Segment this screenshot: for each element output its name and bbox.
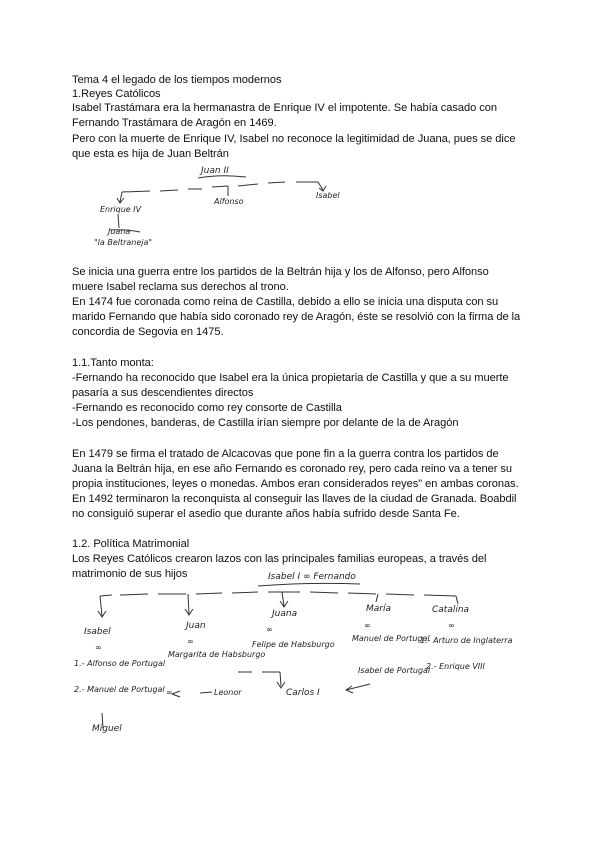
paragraph-line: En 1479 se firma el tratado de Alcacovas que pone fin a la guerra contra los partidos de	[72, 448, 499, 460]
underline-stroke	[258, 583, 360, 586]
sketch1-juana: Juana	[108, 227, 131, 236]
dash-stroke	[232, 592, 258, 593]
section-1-2-heading: 1.2. Política Matrimonial	[72, 538, 190, 550]
dash-stroke	[424, 595, 456, 596]
sketch2-isabel-fernando: Isabel I ∞ Fernando	[268, 572, 356, 582]
sketch2-arturo: 1.- Arturo de Inglaterra	[420, 636, 513, 645]
sketch2-juana: Juana	[272, 609, 298, 619]
branch-stroke	[100, 596, 102, 616]
list-item: -Los pendones, banderas, de Castilla irían siempre por delante de la de Aragón	[72, 417, 459, 429]
marriage-symbol: ∞	[364, 621, 371, 630]
sketch1-alfonso: Alfonso	[214, 197, 244, 206]
paragraph-line: Pero con la muerte de Enrique IV, Isabel no reconoce la legitimidad de Juana, pues se dice	[72, 133, 516, 145]
sketch2-felipe: Felipe de Habsburgo	[252, 640, 335, 649]
sketch2-enrique-viii: 2.- Enrique VIII	[426, 662, 485, 671]
dash-stroke	[200, 692, 212, 693]
list-item: -Fernando ha reconocido que Isabel era la única propietaria de Castilla y que a su muerte	[72, 372, 509, 384]
list-item: -Fernando es reconocido como rey consorte de Castilla	[72, 402, 342, 414]
sketch2-alfonso-portugal: 1.- Alfonso de Portugal	[74, 659, 166, 668]
sketch2-leonor: Leonor	[214, 688, 242, 697]
paragraph-line: marido Fernando que había sido coronado rey de Aragón, éste se resolvió con la firma de la	[72, 311, 521, 323]
sketch1-isabel: Isabel	[316, 191, 340, 200]
marriage-symbol: ∞	[187, 637, 194, 646]
branch-stroke	[188, 594, 189, 614]
dash-stroke	[348, 593, 376, 594]
branch-stroke	[280, 672, 281, 686]
sketch1-enrique-iv: Enrique IV	[100, 205, 142, 214]
branch-stroke	[376, 594, 378, 602]
dash-stroke	[100, 595, 112, 596]
dash-stroke	[120, 594, 148, 595]
branch-stroke	[456, 596, 458, 604]
section-1-heading: 1.Reyes Católicos	[72, 88, 161, 100]
paragraph-line: En 1492 terminaron la reconquista al conseguir las llaves de la ciudad de Granada. Boabdil	[72, 493, 517, 505]
paragraph-line: muere Isabel reclama sus derechos al trono.	[72, 281, 289, 293]
sketch2-isabel: Isabel	[84, 627, 111, 637]
marriage-symbol: ∞	[266, 625, 273, 634]
sketch2-juan: Juan	[186, 621, 206, 631]
marriage-symbol: ∞	[95, 643, 102, 652]
sketch2-isabel-portugal: Isabel de Portugal	[358, 666, 431, 675]
paragraph-line: Los Reyes Católicos crearon lazos con las principales familias europeas, a través del	[72, 553, 487, 565]
paragraph-line: no consiguió superar el asedio que durante años había sufrido desde Santa Fe.	[72, 508, 460, 520]
sketch2-manuel-portugal: 2.- Manuel de Portugal	[74, 685, 165, 694]
marriage-symbol: ∞	[448, 621, 455, 630]
paragraph-line: concordia de Segovia en 1475.	[72, 326, 224, 338]
dash-stroke	[310, 592, 338, 593]
sketch2-maria: María	[366, 604, 391, 614]
paragraph-line: propia instituciones, leyes o monedas. Ambos eran considerados reyes" en ambas coronas.	[72, 478, 519, 490]
sketch2-margarita: Margarita de Habsburgo	[168, 650, 266, 659]
paragraph-line: que esta es hija de Juan Beltrán	[72, 148, 229, 160]
dash-stroke	[386, 594, 414, 595]
marriage-symbol: ∞	[166, 688, 173, 697]
paragraph-line: Isabel Trastámara era la hermanastra de Enrique IV el impotente. Se había casado con	[72, 102, 498, 114]
arrow-head	[172, 691, 180, 697]
section-1-1-heading: 1.1.Tanto monta:	[72, 357, 154, 369]
paragraph-line: Fernando Trastámara de Aragón en 1469.	[72, 117, 277, 129]
paragraph-line: matrimonio de sus hijos	[72, 568, 188, 580]
paragraph-line: Se inicia una guerra entre los partidos de la Beltrán hija y los de Alfonso, pero Alfonso	[72, 266, 489, 278]
dash-stroke	[196, 593, 222, 594]
sketch2-carlos-i: Carlos I	[286, 688, 320, 698]
sketch1-la-beltraneja: "la Beltraneja"	[94, 238, 153, 247]
document-title: Tema 4 el legado de los tiempos modernos	[72, 74, 282, 86]
paragraph-line: En 1474 fue coronada como reina de Castilla, debido a ello se inicia una disputa con su	[72, 296, 499, 308]
sketch1-juan-ii: Juan II	[201, 166, 229, 176]
sketch2-catalina: Catalina	[432, 605, 470, 615]
sketch2-miguel: Miguel	[92, 724, 122, 734]
list-item: pasaría a sus descendientes directos	[72, 387, 254, 399]
paragraph-line: Juana la Beltrán hija, en ese año Fernando es coronado rey, pero cada reino va a tener su	[72, 463, 512, 475]
sketch2-manuel-portugal-maria: Manuel de Portugal	[352, 634, 430, 643]
